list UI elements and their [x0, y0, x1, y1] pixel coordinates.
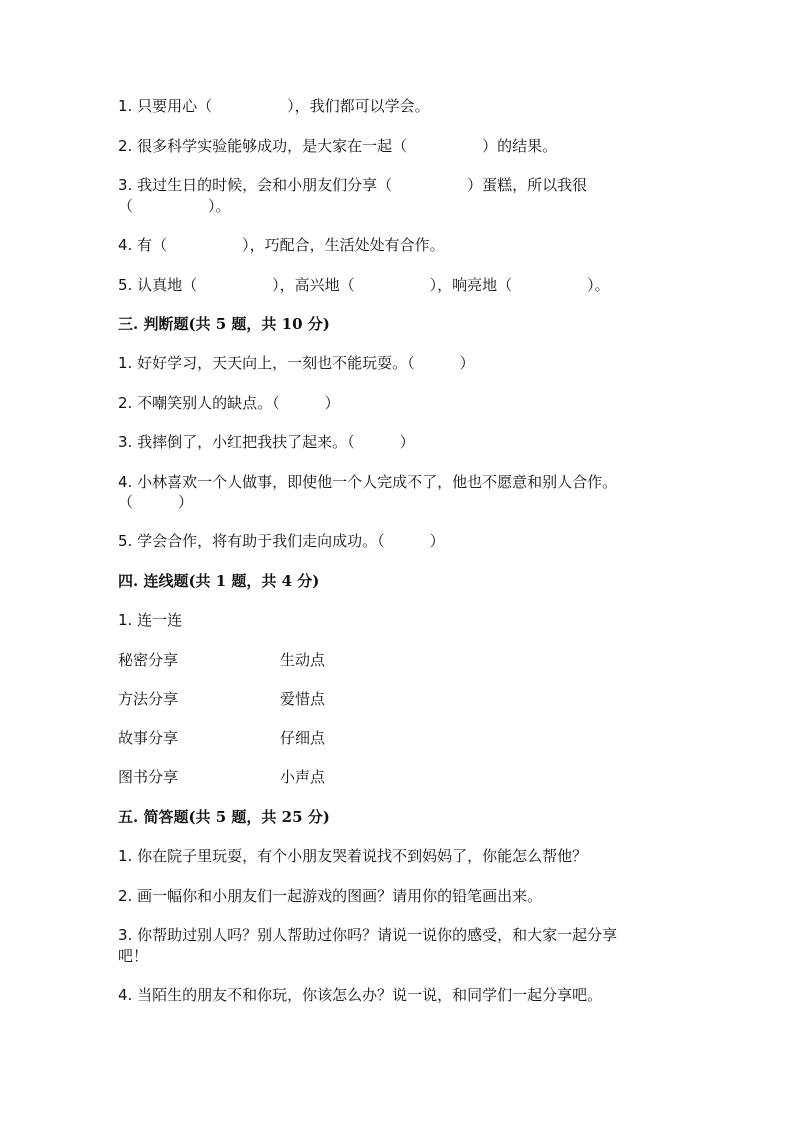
short-answer-item-1: 1. 你在院子里玩耍，有个小朋友哭着说找不到妈妈了，你能怎么帮他？	[118, 847, 588, 865]
match-right-item: 小声点	[280, 768, 326, 786]
section-5-heading: 五. 简答题(共 5 题，共 25 分)	[118, 808, 330, 826]
matching-question: 1. 连一连	[118, 611, 183, 629]
match-right-item: 仔细点	[280, 729, 326, 747]
judge-item-2: 2. 不嘲笑别人的缺点。（ ）	[118, 394, 340, 412]
judge-item-5: 5. 学会合作，将有助于我们走向成功。（ ）	[118, 532, 445, 550]
match-right-item: 爱惜点	[280, 690, 326, 708]
match-left-item: 图书分享	[118, 768, 179, 786]
fill-blank-item-4: 4. 有（ ），巧配合，生活处处有合作。	[118, 236, 445, 254]
section-3-heading: 三. 判断题(共 5 题，共 10 分)	[118, 315, 330, 333]
judge-item-1: 1. 好好学习，天天向上，一刻也不能玩耍。（ ）	[118, 354, 475, 372]
fill-blank-item-2: 2. 很多科学实验能够成功，是大家在一起（ ）的结果。	[118, 137, 558, 155]
judge-item-4: 4. 小林喜欢一个人做事，即使他一个人完成不了，他也不愿意和别人合作。	[118, 473, 618, 491]
short-answer-item-3-continued: 吧！	[118, 947, 149, 965]
judge-item-3: 3. 我摔倒了，小红把我扶了起来。（ ）	[118, 433, 415, 451]
judge-item-4-continued: （ ）	[118, 493, 194, 511]
fill-blank-item-3: 3. 我过生日的时候，会和小朋友们分享（ ）蛋糕，所以我很	[118, 176, 588, 194]
section-4-heading: 四. 连线题(共 1 题，共 4 分)	[118, 572, 320, 590]
match-left-item: 方法分享	[118, 690, 179, 708]
short-answer-item-3: 3. 你帮助过别人吗？别人帮助过你吗？请说一说你的感受，和大家一起分享	[118, 926, 618, 944]
match-left-item: 秘密分享	[118, 651, 179, 669]
short-answer-item-4: 4. 当陌生的朋友不和你玩，你该怎么办？说一说，和同学们一起分享吧。	[118, 986, 603, 1004]
fill-blank-item-3-continued: （ ）。	[118, 197, 231, 215]
fill-blank-item-1: 1. 只要用心（ ），我们都可以学会。	[118, 97, 430, 115]
fill-blank-item-5: 5. 认真地（ ），高兴地（ ），响亮地（ ）。	[118, 276, 610, 294]
match-left-item: 故事分享	[118, 729, 179, 747]
match-right-item: 生动点	[280, 651, 326, 669]
short-answer-item-2: 2. 画一幅你和小朋友们一起游戏的图画？请用你的铅笔画出来。	[118, 887, 543, 905]
